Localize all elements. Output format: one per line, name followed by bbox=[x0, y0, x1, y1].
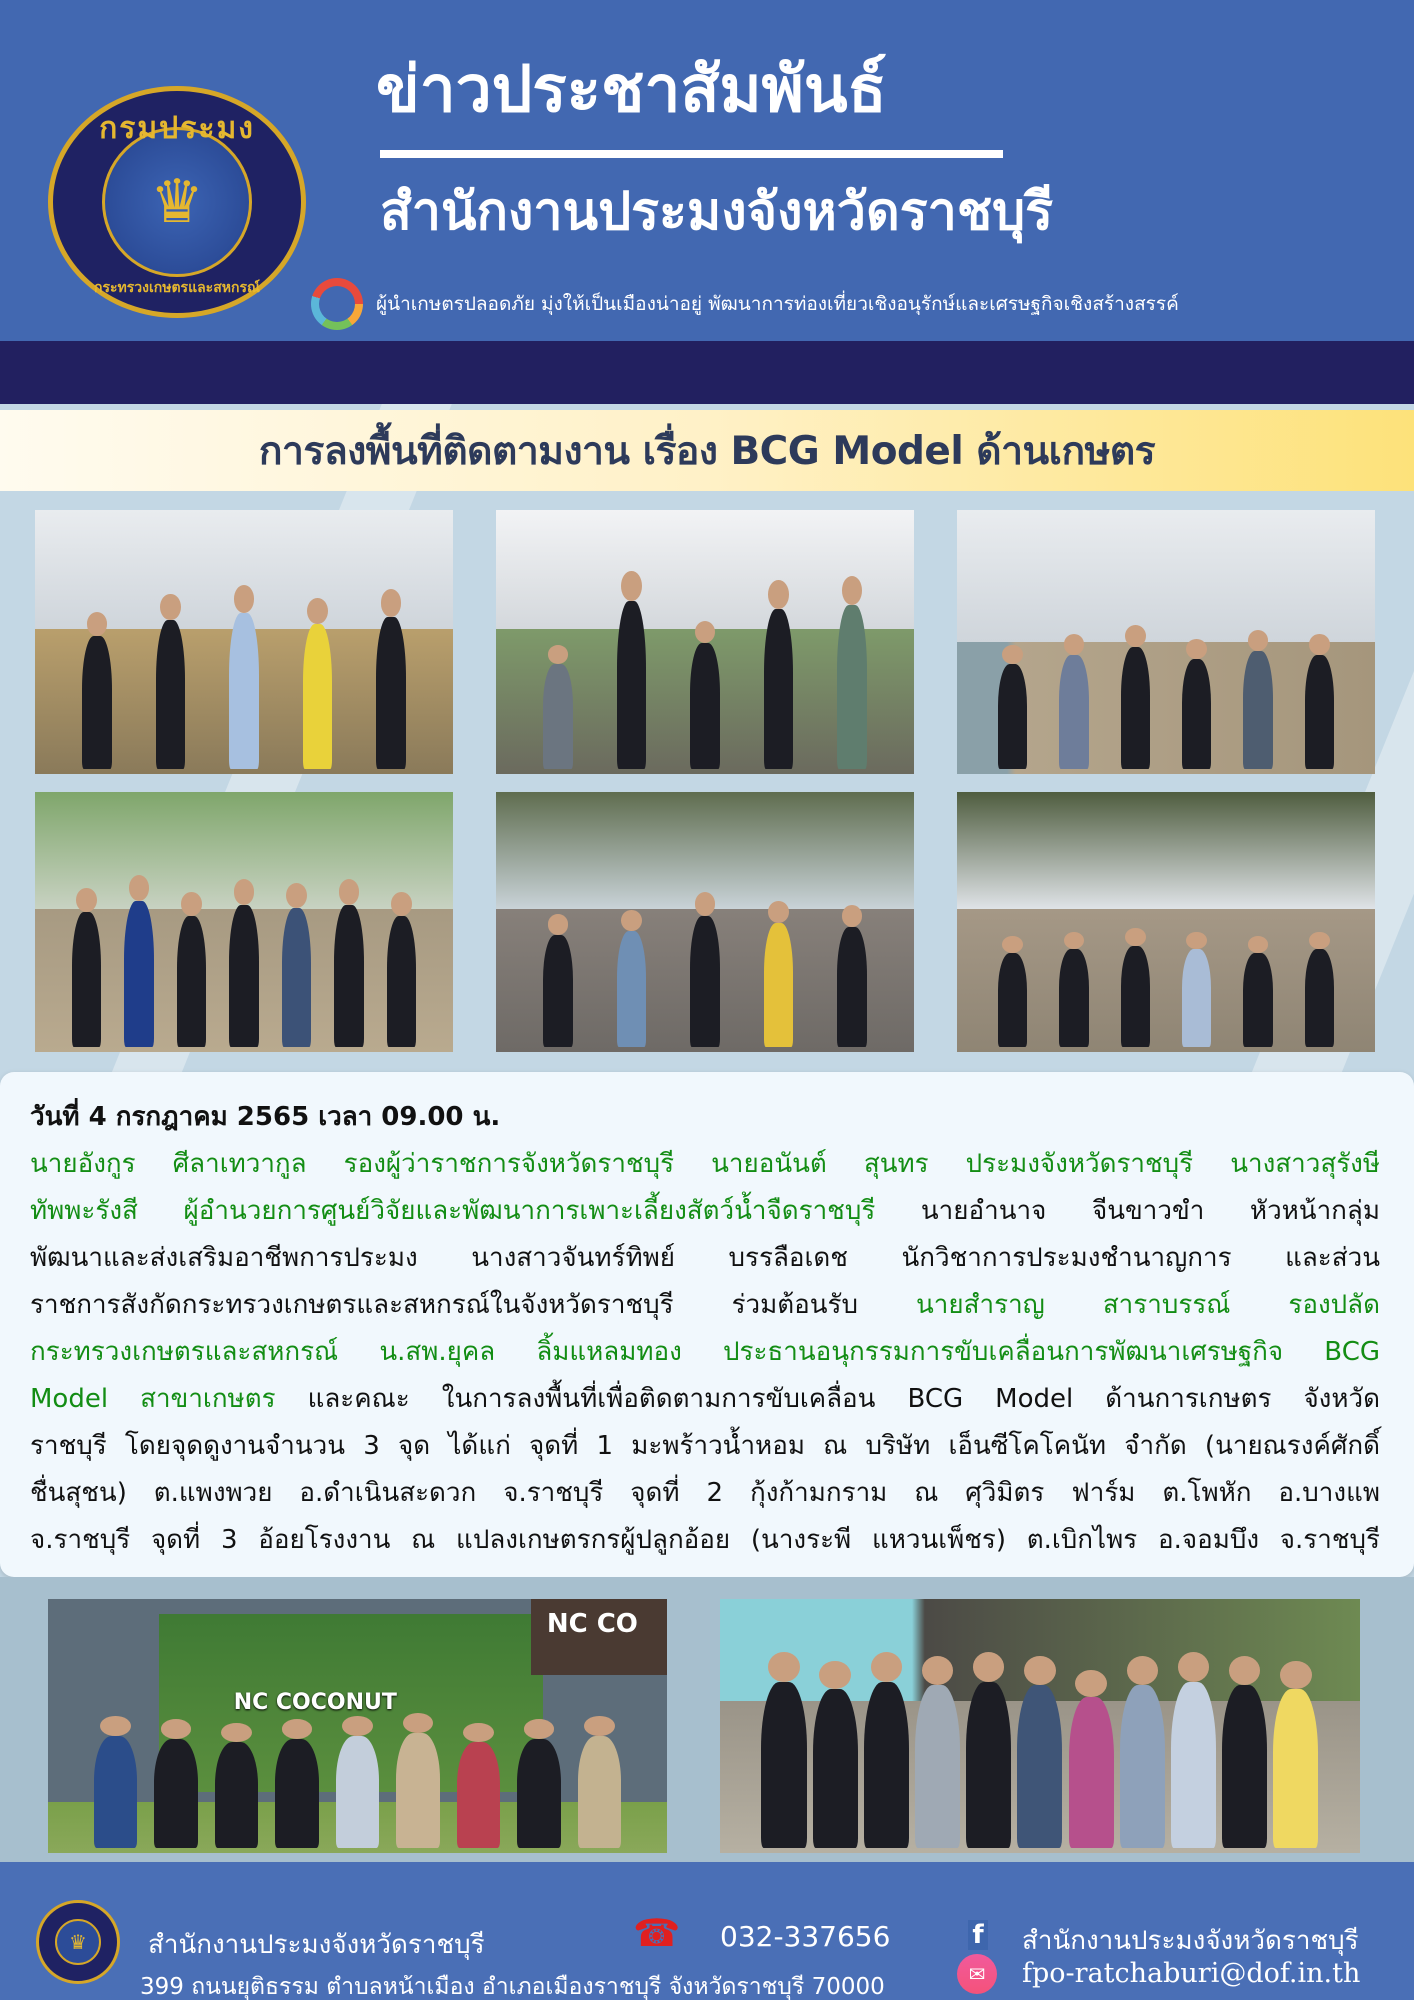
header bbox=[0, 0, 1414, 341]
footer-org-name: สำนักงานประมงจังหวัดราชบุรี bbox=[148, 1930, 485, 1960]
article-line-6: Model สาขาเกษตร และคณะ ในการลงพื้นที่เพื่อติดตามการขับเคลื่อน BCG Model ด้านการเกษตร จังหวัด bbox=[30, 1384, 1381, 1414]
article-line-5: กระทรวงเกษตรและสหกรณ์ น.สพ.ยุคล ลิ้มแหลมทอง ประธานอนุกรรมการขับเคลื่อนการพัฒนาเศรษฐกิจ BCG bbox=[30, 1337, 1380, 1367]
slogan: ผู้นำเกษตรปลอดภัย มุ่งให้เป็นเมืองน่าอยู่ พัฒนาการท่องเที่ยวเชิงอนุรักษ์และเศรษฐกิจเชิงสร้างสรรค์ bbox=[376, 293, 1179, 315]
page-title: ข่าวประชาสัมพันธ์ bbox=[376, 52, 887, 127]
facebook-icon: f bbox=[968, 1920, 988, 1950]
photo-5 bbox=[496, 792, 914, 1052]
article-line-1: นายอังกูร ศีลาเทวากูล รองผู้ว่าราชการจังหวัดราชบุรี นายอนันต์ สุนทร ประมงจังหวัดราชบุรี นางสาวสุรังษี bbox=[30, 1149, 1380, 1179]
slogan-logo-icon bbox=[311, 278, 363, 330]
article-line-8: ชื่นสุชน) ต.แพงพวย อ.ดำเนินสะดวก จ.ราชบุรี จุดที่ 2 กุ้งก้ามกราม ณ ศุวิมิตร ฟาร์ม ต.โพหัก อ.บางแพ bbox=[30, 1478, 1380, 1508]
photo-3 bbox=[957, 510, 1375, 774]
article-line-3: พัฒนาและส่งเสริมอาชีพการประมง นางสาวจันทร์ทิพย์ บรรลือเดช นักวิชาการประมงชำนาญการ และส่วน bbox=[30, 1243, 1380, 1273]
article-line-4: ราชการสังกัดกระทรวงเกษตรและสหกรณ์ในจังหวัดราชบุรี ร่วมต้อนรับ นายสำราญ สาราบรรณ์ รองปลัด bbox=[30, 1290, 1380, 1320]
photo-6 bbox=[957, 792, 1375, 1052]
emblem-icon: ♛ bbox=[102, 127, 252, 277]
facebook-page-link[interactable]: สำนักงานประมงจังหวัดราชบุรี bbox=[1022, 1926, 1359, 1956]
seal-bottom-text: กระทรวงเกษตรและสหกรณ์ bbox=[94, 280, 260, 296]
footer bbox=[0, 1862, 1414, 2000]
topic-banner bbox=[0, 410, 1414, 491]
photo-4 bbox=[35, 792, 453, 1052]
photo-nc-coconut-group bbox=[48, 1599, 667, 1853]
title-underline bbox=[380, 150, 1003, 158]
photo-1 bbox=[35, 510, 453, 774]
article-card bbox=[0, 1072, 1414, 1577]
phone-number[interactable]: 032-337656 bbox=[720, 1920, 891, 1953]
topic-title: การลงพื้นที่ติดตามงาน เรื่อง BCG Model ด้านเกษตร bbox=[258, 428, 1156, 474]
office-name: สำนักงานประมงจังหวัดราชบุรี bbox=[380, 181, 1054, 242]
article-date: วันที่ 4 กรกฎาคม 2565 เวลา 09.00 น. bbox=[30, 1102, 501, 1132]
article-line-2: ทัพพะรังสี ผู้อำนวยการศูนย์วิจัยและพัฒนาการเพาะเลี้ยงสัตว์น้ำจืดราชบุรี นายอำนาจ จีนขาวขำ หัวหน้ากลุ่ม bbox=[30, 1196, 1380, 1226]
nc-coconut-sign: NC COCONUT bbox=[233, 1690, 397, 1716]
navy-band bbox=[0, 341, 1414, 404]
department-of-fisheries-seal bbox=[48, 86, 306, 318]
email-link[interactable]: fpo-ratchaburi@dof.in.th bbox=[1022, 1958, 1361, 1989]
photo-farm-group bbox=[720, 1599, 1360, 1853]
seal-top-text: กรมประมง bbox=[99, 111, 255, 146]
footer-seal-icon bbox=[36, 1900, 120, 1984]
photo-2 bbox=[496, 510, 914, 774]
store-sign: NC CO bbox=[531, 1599, 667, 1675]
article-body bbox=[30, 1094, 1380, 1564]
emblem-icon: ♛ bbox=[55, 1919, 101, 1965]
footer-address: 399 ถนนยุติธรรม ตำบลหน้าเมือง อำเภอเมืองราชบุรี จังหวัดราชบุรี 70000 bbox=[140, 1974, 885, 2000]
email-icon: ✉ bbox=[957, 1954, 997, 1994]
article-line-9: จ.ราชบุรี จุดที่ 3 อ้อยโรงงาน ณ แปลงเกษตรกรผู้ปลูกอ้อย (นางระพี แหวนเพ็ชร) ต.เบิกไพร อ.จอมบึง จ.ราชบุรี bbox=[30, 1525, 1380, 1555]
article-line-7: ราชบุรี โดยจุดดูงานจำนวน 3 จุด ได้แก่ จุดที่ 1 มะพร้าวน้ำหอม ณ บริษัท เอ็นซีโคโคนัท จำกัด (นายณรงค์ศักดิ์ bbox=[30, 1431, 1380, 1461]
phone-icon: ☎ bbox=[633, 1911, 681, 1955]
